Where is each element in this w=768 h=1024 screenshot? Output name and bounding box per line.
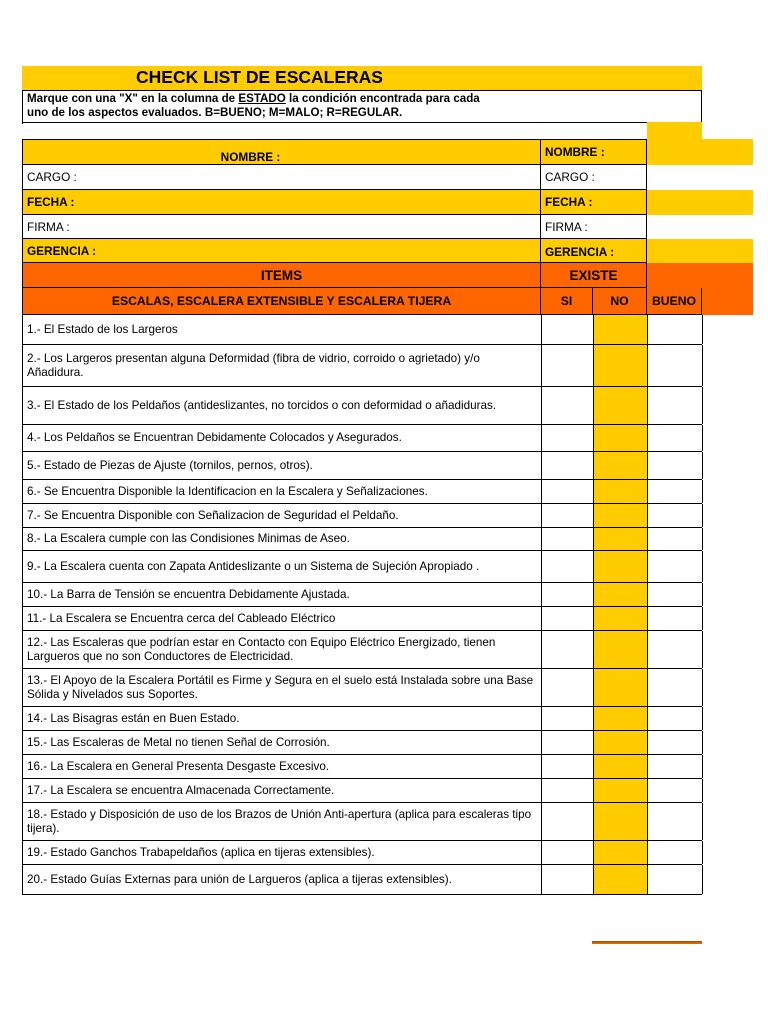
- table-row: [22, 803, 702, 841]
- field-cargo-left[interactable]: CARGO :: [22, 165, 541, 190]
- table-row: [22, 607, 702, 631]
- table-row: [22, 841, 702, 865]
- check-cell-bueno[interactable]: [648, 755, 703, 778]
- item-text: 3.- El Estado de los Peldaños (antideslizantes, no torcidos o con deformidad o añadiduras.: [23, 387, 542, 424]
- check-cell-no[interactable]: [594, 315, 648, 344]
- table-row: [22, 583, 702, 607]
- check-cell-si[interactable]: [542, 583, 594, 606]
- decorative-cell: [647, 239, 753, 263]
- decorative-cell: [647, 263, 753, 288]
- item-text: 14.- Las Bisagras están en Buen Estado.: [23, 707, 542, 730]
- existe-header: EXISTE: [541, 263, 647, 288]
- check-cell-no[interactable]: [594, 731, 648, 754]
- item-text: 5.- Estado de Piezas de Ajuste (tornilos, pernos, otros).: [23, 452, 542, 479]
- item-text: 13.- El Apoyo de la Escalera Portátil es Firme y Segura en el suelo está Instalada sobre una Base Sólida y Nivelados sus Soportes.: [23, 669, 542, 706]
- table-row: [22, 528, 702, 551]
- table-row: [22, 480, 702, 504]
- check-cell-si[interactable]: [542, 865, 594, 894]
- items-header: ITEMS: [22, 263, 541, 288]
- check-cell-si[interactable]: [542, 528, 594, 550]
- item-text: 4.- Los Peldaños se Encuentran Debidamente Colocados y Asegurados.: [23, 425, 542, 451]
- decorative-cell: [647, 139, 753, 165]
- check-cell-no[interactable]: [594, 480, 648, 503]
- item-text: 19.- Estado Ganchos Trabapeldaños (aplica en tijeras extensibles).: [23, 841, 542, 864]
- check-cell-si[interactable]: [542, 480, 594, 503]
- instructions-box: [22, 90, 702, 124]
- check-cell-no[interactable]: [594, 452, 648, 479]
- table-row: [22, 504, 702, 528]
- check-cell-no[interactable]: [594, 607, 648, 630]
- item-text: 15.- Las Escaleras de Metal no tienen Señal de Corrosión.: [23, 731, 542, 754]
- field-firma-left[interactable]: FIRMA :: [22, 215, 541, 239]
- col-header-bueno: BUENO: [647, 288, 702, 315]
- check-cell-si[interactable]: [542, 631, 594, 668]
- table-row: [22, 755, 702, 779]
- check-cell-si[interactable]: [542, 707, 594, 730]
- table-row: [22, 387, 702, 425]
- check-cell-bueno[interactable]: [648, 803, 703, 840]
- check-cell-si[interactable]: [542, 345, 594, 386]
- check-cell-no[interactable]: [594, 707, 648, 730]
- check-cell-no[interactable]: [594, 803, 648, 840]
- table-row: [22, 345, 702, 387]
- item-text: 9.- La Escalera cuenta con Zapata Antideslizante o un Sistema de Sujeción Apropiado .: [23, 551, 542, 582]
- table-row: [22, 551, 702, 583]
- check-cell-bueno[interactable]: [648, 669, 703, 706]
- decorative-cell: [702, 288, 753, 315]
- check-cell-bueno[interactable]: [648, 504, 703, 527]
- table-row: [22, 779, 702, 803]
- check-cell-bueno[interactable]: [648, 345, 703, 386]
- check-cell-no[interactable]: [594, 425, 648, 451]
- check-cell-si[interactable]: [542, 551, 594, 582]
- check-cell-si[interactable]: [542, 315, 594, 344]
- instructions-line-2: uno de los aspectos evaluados. B=BUENO; M=MALO; R=REGULAR.: [27, 106, 403, 119]
- check-cell-no[interactable]: [594, 669, 648, 706]
- check-cell-bueno[interactable]: [648, 731, 703, 754]
- field-cargo-right[interactable]: CARGO :: [541, 165, 647, 190]
- item-text: 12.- Las Escaleras que podrían estar en Contacto con Equipo Eléctrico Energizado, tienen Largueros que no son Conductores de Electricidad.: [23, 631, 542, 668]
- col-header-no: NO: [593, 288, 647, 315]
- item-text: 2.- Los Largeros presentan alguna Deformidad (fibra de vidrio, corroido o agrietado) y/o Añadidura.: [23, 345, 542, 386]
- check-cell-bueno[interactable]: [648, 707, 703, 730]
- check-cell-no[interactable]: [594, 583, 648, 606]
- decorative-cell: [647, 122, 702, 139]
- table-row: [22, 707, 702, 731]
- check-cell-si[interactable]: [542, 841, 594, 864]
- check-cell-bueno[interactable]: [648, 779, 703, 802]
- item-text: 1.- El Estado de los Largeros: [23, 315, 542, 344]
- table-row: [22, 865, 702, 895]
- instructions-line-1: Marque con una "X" en la columna de ESTADO la condición encontrada para cada: [27, 92, 480, 105]
- footer-line: [592, 941, 702, 944]
- check-cell-si[interactable]: [542, 755, 594, 778]
- check-cell-bueno[interactable]: [648, 425, 703, 451]
- item-text: 20.- Estado Guías Externas para unión de Largueros (aplica a tijeras extensibles).: [23, 865, 542, 894]
- table-row: [22, 425, 702, 452]
- page-title: CHECK LIST DE ESCALERAS: [136, 67, 383, 87]
- divider: [22, 122, 648, 123]
- check-cell-bueno[interactable]: [648, 865, 703, 894]
- check-cell-si[interactable]: [542, 779, 594, 802]
- item-text: 11.- La Escalera se Encuentra cerca del Cableado Eléctrico: [23, 607, 542, 630]
- check-cell-si[interactable]: [542, 425, 594, 451]
- check-cell-bueno[interactable]: [648, 551, 703, 582]
- check-cell-bueno[interactable]: [648, 387, 703, 424]
- check-cell-bueno[interactable]: [648, 315, 703, 344]
- check-cell-no[interactable]: [594, 755, 648, 778]
- check-cell-no[interactable]: [594, 551, 648, 582]
- item-text: 7.- Se Encuentra Disponible con Señalizacion de Seguridad el Peldaño.: [23, 504, 542, 527]
- check-cell-si[interactable]: [542, 731, 594, 754]
- col-header-si: SI: [541, 288, 593, 315]
- table-row: [22, 631, 702, 669]
- check-cell-si[interactable]: [542, 669, 594, 706]
- check-cell-si[interactable]: [542, 504, 594, 527]
- check-cell-si[interactable]: [542, 607, 594, 630]
- check-cell-no[interactable]: [594, 631, 648, 668]
- item-text: 8.- La Escalera cumple con las Condisiones Minimas de Aseo.: [23, 528, 542, 550]
- check-cell-si[interactable]: [542, 803, 594, 840]
- check-cell-no[interactable]: [594, 528, 648, 550]
- table-row: [22, 731, 702, 755]
- item-text: 16.- La Escalera en General Presenta Desgaste Excesivo.: [23, 755, 542, 778]
- field-gerencia-right[interactable]: GERENCIA :: [541, 239, 647, 263]
- table-row: [22, 315, 702, 345]
- item-text: 10.- La Barra de Tensión se encuentra Debidamente Ajustada.: [23, 583, 542, 606]
- check-cell-bueno[interactable]: [648, 480, 703, 503]
- check-cell-no[interactable]: [594, 387, 648, 424]
- item-text: 18.- Estado y Disposición de uso de los Brazos de Unión Anti-apertura (aplica para escaleras tipo tijera).: [23, 803, 542, 840]
- check-cell-no[interactable]: [594, 779, 648, 802]
- check-cell-bueno[interactable]: [648, 631, 703, 668]
- field-fecha-left[interactable]: FECHA :: [22, 190, 541, 215]
- check-cell-bueno[interactable]: [648, 841, 703, 864]
- field-nombre-right[interactable]: NOMBRE :: [541, 139, 647, 165]
- check-cell-bueno[interactable]: [648, 452, 703, 479]
- field-firma-right[interactable]: FIRMA :: [541, 215, 647, 239]
- field-fecha-right[interactable]: FECHA :: [541, 190, 647, 215]
- table-row: [22, 452, 702, 480]
- title-bar: [22, 66, 702, 90]
- check-cell-no[interactable]: [594, 841, 648, 864]
- field-gerencia-left[interactable]: GERENCIA :: [22, 239, 541, 263]
- check-cell-bueno[interactable]: [648, 583, 703, 606]
- check-cell-no[interactable]: [594, 504, 648, 527]
- item-text: 6.- Se Encuentra Disponible la Identificacion en la Escalera y Señalizaciones.: [23, 480, 542, 503]
- item-text: 17.- La Escalera se encuentra Almacenada Correctamente.: [23, 779, 542, 802]
- decorative-cell: [647, 190, 753, 215]
- check-cell-bueno[interactable]: [648, 607, 703, 630]
- check-cell-bueno[interactable]: [648, 528, 703, 550]
- section-header: ESCALAS, ESCALERA EXTENSIBLE Y ESCALERA TIJERA: [22, 288, 541, 315]
- check-cell-si[interactable]: [542, 452, 594, 479]
- check-cell-si[interactable]: [542, 387, 594, 424]
- check-cell-no[interactable]: [594, 865, 648, 894]
- field-nombre-left[interactable]: NOMBRE :: [22, 139, 541, 165]
- check-cell-no[interactable]: [594, 345, 648, 386]
- table-row: [22, 669, 702, 707]
